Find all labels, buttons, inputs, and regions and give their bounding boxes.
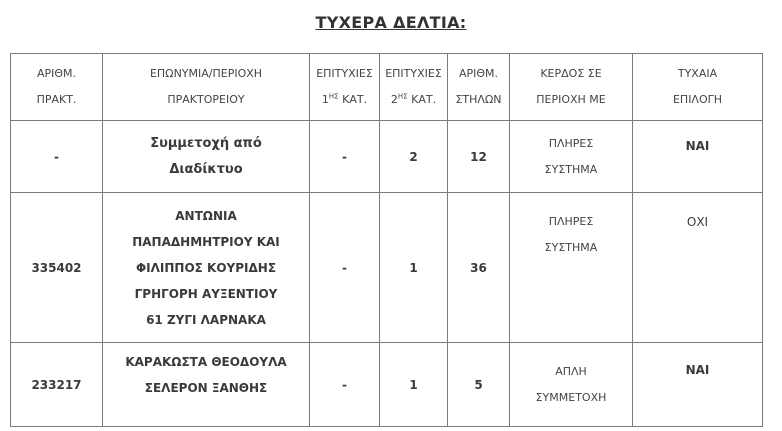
header-wins-1st bbox=[310, 54, 380, 121]
header-text: ΠΡΑΚΤΟΡΕΙΟΥ bbox=[167, 93, 245, 106]
header-text: ΠΕΡΙΟΧΗ ΜΕ bbox=[536, 93, 606, 106]
header-random bbox=[633, 54, 763, 121]
header-agency-name bbox=[103, 54, 310, 121]
header-text: ΚΕΡΔΟΣ ΣΕ bbox=[540, 67, 602, 80]
winning-tickets-table bbox=[10, 53, 763, 427]
cell-agency-no: 233217 bbox=[11, 343, 103, 427]
cell-wins-2nd: 1 bbox=[380, 343, 448, 427]
cell-wins-1st: - bbox=[310, 121, 380, 193]
cell-wins-2nd: 1 bbox=[380, 193, 448, 343]
header-text: ΠΡΑΚΤ. bbox=[36, 93, 77, 106]
cell-agency-no: - bbox=[11, 121, 103, 193]
table-header-row bbox=[11, 54, 763, 121]
table-row bbox=[11, 193, 763, 343]
header-text: $1^{H\Sigma}$ ΚΑΤ. bbox=[321, 92, 368, 106]
cell-wins-1st: - bbox=[310, 343, 380, 427]
cell-win-area: ΑΠΛΗ ΣΥΜΜΕΤΟΧΗ bbox=[510, 343, 633, 427]
cell-columns: 5 bbox=[448, 343, 510, 427]
header-text: ΕΠΙΛΟΓΗ bbox=[672, 93, 723, 106]
cell-agency-no: 335402 bbox=[11, 193, 103, 343]
header-text: $2^{H\Sigma}$ ΚΑΤ. bbox=[390, 92, 437, 106]
cell-random: ΟΧΙ bbox=[633, 193, 763, 343]
header-win-area bbox=[510, 54, 633, 121]
page-title: ΤΥΧΕΡΑ ΔΕΛΤΙΑ: bbox=[315, 13, 467, 32]
cell-agency-name: ΑΝΤΩΝΙΑ ΠΑΠΑΔΗΜΗΤΡΙΟΥ ΚΑΙ ΦΙΛΙΠΠΟΣ ΚΟΥΡΙΔΗΣ ΓΡΗΓΟΡΗ ΑΥΞΕΝΤΙΟΥ 61 ΖΥΓΙ ΛΑΡΝΑΚΑ bbox=[103, 193, 310, 343]
header-columns bbox=[448, 54, 510, 121]
cell-agency-name: Συμμετοχή από Διαδίκτυο bbox=[103, 121, 310, 193]
header-text: ΣΤΗΛΩΝ bbox=[455, 93, 502, 106]
header-text: ΑΡΙΘΜ. bbox=[36, 67, 77, 80]
header-wins-2nd bbox=[380, 54, 448, 121]
cell-win-area: ΠΛΗΡΕΣ ΣΥΣΤΗΜΑ bbox=[510, 193, 633, 343]
cell-wins-1st: - bbox=[310, 193, 380, 343]
cell-wins-2nd: 2 bbox=[380, 121, 448, 193]
header-text: ΕΠΙΤΥΧΙΕΣ bbox=[385, 67, 442, 80]
cell-columns: 36 bbox=[448, 193, 510, 343]
cell-random: ΝΑΙ bbox=[633, 343, 763, 427]
cell-columns: 12 bbox=[448, 121, 510, 193]
header-text: ΑΡΙΘΜ. bbox=[458, 67, 499, 80]
header-agency-no bbox=[11, 54, 103, 121]
table-row bbox=[11, 121, 763, 193]
table-row bbox=[11, 343, 763, 427]
header-text: ΕΠΩΝΥΜΙΑ/ΠΕΡΙΟΧΗ bbox=[149, 67, 263, 80]
header-text: ΤΥΧΑΙΑ bbox=[677, 67, 718, 80]
cell-random: ΝΑΙ bbox=[633, 121, 763, 193]
cell-agency-name: ΚΑΡΑΚΩΣΤΑ ΘΕΟΔΟΥΛΑ ΣΕΛΕΡΟΝ ΞΑΝΘΗΣ bbox=[103, 343, 310, 427]
header-text: ΕΠΙΤΥΧΙΕΣ bbox=[316, 67, 373, 80]
cell-win-area: ΠΛΗΡΕΣ ΣΥΣΤΗΜΑ bbox=[510, 121, 633, 193]
